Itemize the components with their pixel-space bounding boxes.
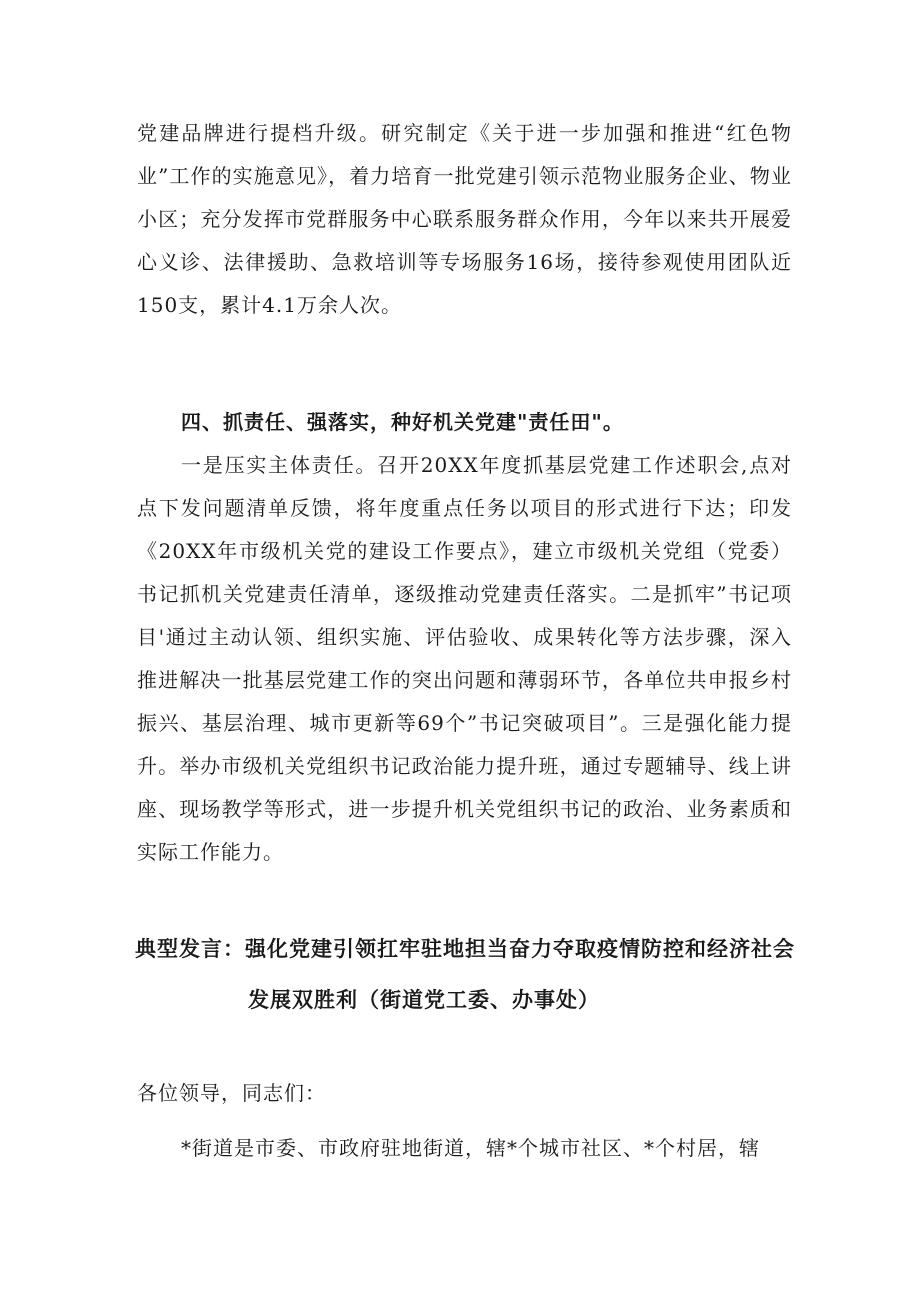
speech-greeting: 各位领导，同志们： xyxy=(137,1081,326,1105)
speech-title-line-1: 典型发言：强化党建引领扛牢驻地担当奋力夺取疫情防控和经济社会 xyxy=(135,937,795,961)
speech-title-line-2: 发展双胜利（街道党工委、办事处） xyxy=(248,988,600,1012)
body-paragraph-street-intro: *街道是市委、市政府驻地街道，辖*个城市社区、*个村居，辖 xyxy=(181,1136,760,1160)
section-heading-responsibility: 四、抓责任、强落实，种好机关党建"责任田"。 xyxy=(181,410,624,434)
body-paragraph-responsibility: 一是压实主体责任。召开20XX年度抓基层党建工作述职会,点对点下发问题清单反馈，将年度重点任务以项目的形式进行下达；印发《20XX年市级机关党的建设工作要点》，建立市级机关党组（党委）书记抓机关党建责任清单，逐级推动党建责任落实。二是抓牢”书记项目'通过主动认领、组织实施、评估验收、成果转化等方法步骤，深入推进解决一批基层党建工作的突出问题和薄弱环节，各单位共申报乡村振兴、基层治理、城市更新等69个”书记突破项目”。三是强化能力提升。举办市级机关党组织书记政治能力提升班，通过专题辅导、线上讲座、现场教学等形式，进一步提升机关党组织书记的政治、业务素质和实际工作能力。 xyxy=(137,453,792,864)
body-paragraph-red-property: 党建品牌进行提档升级。研究制定《关于进一步加强和推进“红色物业”工作的实施意见》，着力培育一批党建引领示范物业服务企业、物业小区；充分发挥市党群服务中心联系服务群众作用，今年以来共开展爱心义诊、法律援助、急救培训等专场服务16场，接待参观使用团队近150支，累计4.1万余人次。 xyxy=(137,121,792,317)
